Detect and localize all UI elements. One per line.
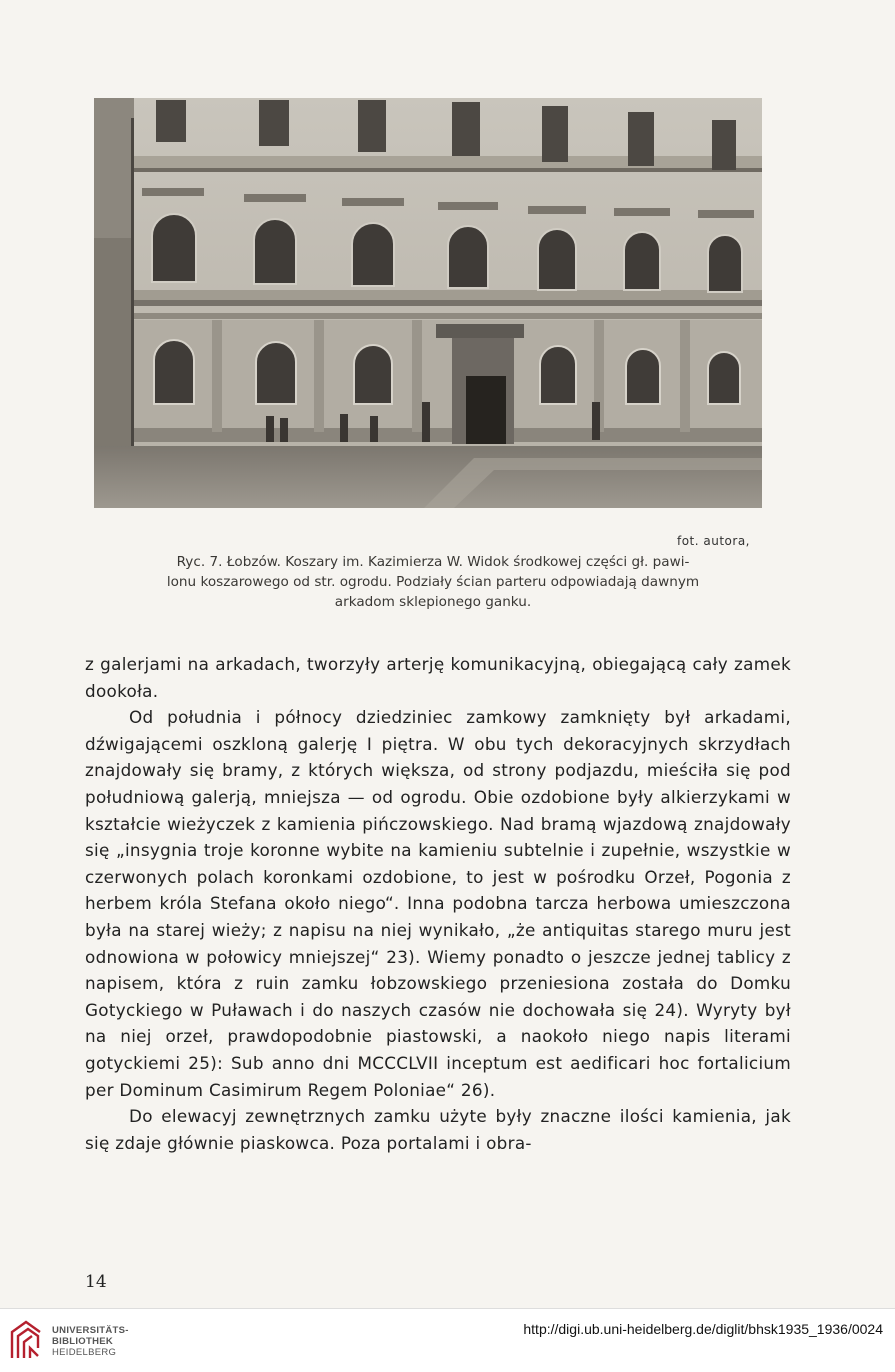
page-number: 14 [85, 1272, 107, 1292]
library-logo-icon [8, 1318, 44, 1362]
caption-line: arkadom sklepionego ganku. [334, 594, 532, 610]
caption-line: Ryc. 7. Łobzów. Koszary im. Kazimierza W. Widok środkowej części gł. pawi- [176, 554, 690, 570]
library-name-line: BIBLIOTHEK [52, 1336, 114, 1347]
library-name [52, 1325, 129, 1358]
paragraph: Od południa i północy dziedziniec zamkowy zamknięty był arkadami, dźwigającemi oszkloną galerję I piętra. W obu tych dekoracyjnych skrzydłach znajdowały się bramy, z których większa, od strony podjazdu, mieściła się pod południową galerją, mniejsza — od ogrodu. Obie ozdobione były alkierzykami w kształcie wieżyczek z kamienia pińczowskiego. Nad bramą wjazdową znajdowały się „insygnia troje koronne wybite na kamieniu subtelnie i zupełnie, wszystkie w czerwonych polach koronkami ozdobione, to jest w pośrodku Orzeł, Pogonia z herbem króla Stefana około niego“. Inna podobna tarcza herbowa umieszczona była na starej wieży; z napisu na niej wynikało, „że antiquitas starego muru jest odnowiona w połowicy mniejszej“ 23). Wiemy ponadto o jeszcze jednej tablicy z napisem, która z ruin zamku łobzowskiego przeniesiona została do Domku Gotyckiego w Puławach i do naszych czasów nie dochowała się 24). Wyryty był na niej orzeł, prawdopodobnie piastowski, a naokoło niego napis literami gotyckiemi 25): Sub anno dni MCCCLVII inceptum est aedificari hoc fortalicium per Dominum Casimirum Regem Poloniae“ 26). [85, 707, 791, 1100]
building-facade-image [94, 98, 762, 508]
figure-caption [98, 552, 768, 612]
barracks-photograph [94, 98, 762, 508]
permalink-url[interactable]: http://digi.ub.uni-heidelberg.de/diglit/bhsk1935_1936/0024 [523, 1321, 883, 1337]
library-footer [0, 1308, 895, 1372]
paragraph: z galerjami na arkadach, tworzyły arterję komunikacyjną, obiegającą cały zamek dookoła. [85, 654, 791, 701]
library-name-line: UNIVERSITÄTS- [52, 1325, 129, 1336]
library-name-line: HEIDELBERG [52, 1347, 117, 1358]
paragraph: Do elewacyj zewnętrznych zamku użyte były znaczne ilości kamienia, jak się zdaje głównie piaskowca. Poza portalami i obra- [85, 1106, 791, 1153]
caption-line: lonu koszarowego od str. ogrodu. Podziały ścian parteru odpowiadają dawnym [166, 574, 700, 590]
body-text [85, 651, 791, 1156]
photo-credit: fot. autora, [676, 534, 750, 548]
